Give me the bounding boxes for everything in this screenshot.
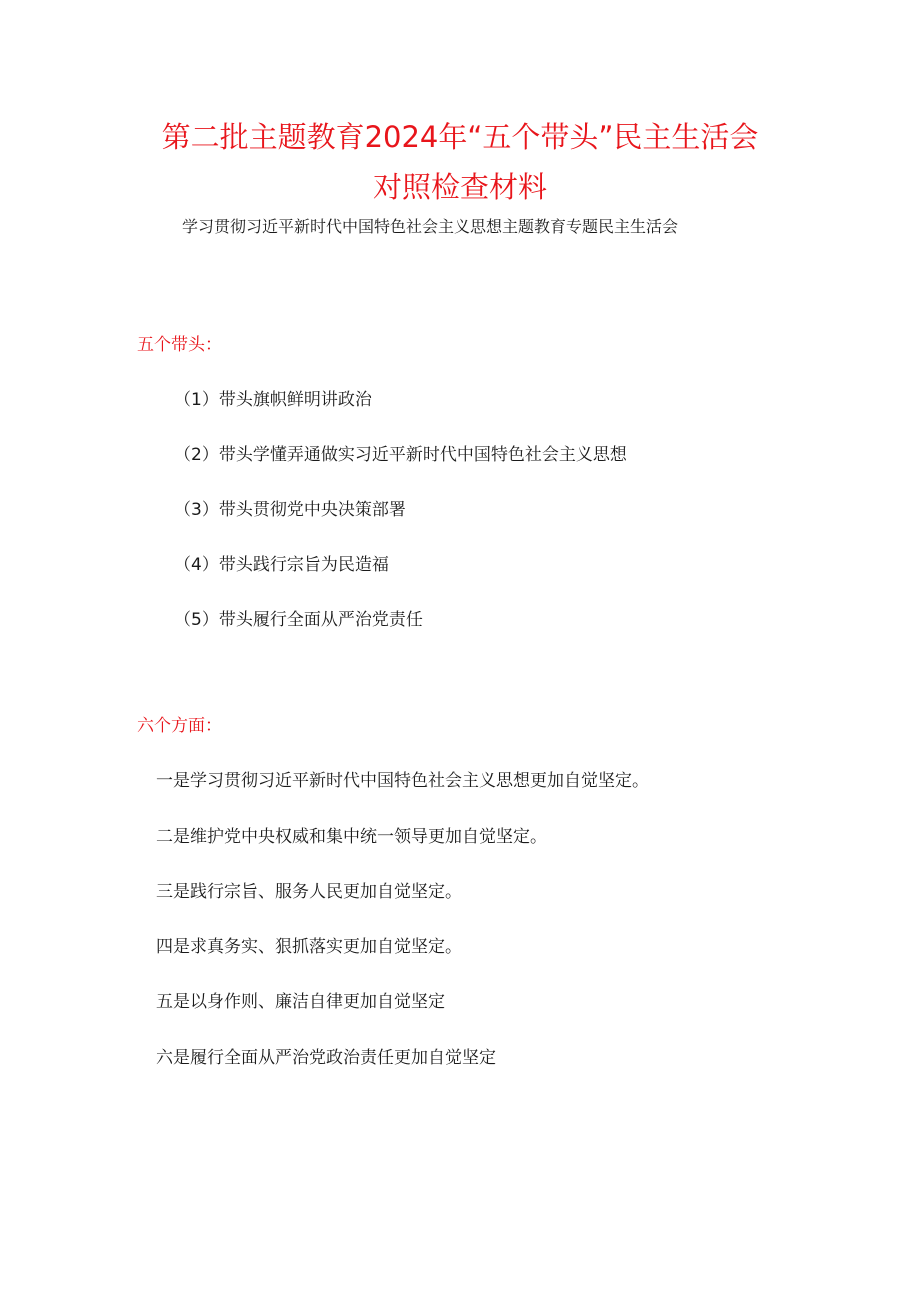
six-aspects-item: 六是履行全面从严治党政治责任更加自觉坚定: [156, 1048, 496, 1068]
five-leads-item: （1）带头旗帜鲜明讲政治: [174, 390, 372, 410]
six-aspects-item: 二是维护党中央权威和集中统一领导更加自觉坚定。: [156, 827, 547, 847]
five-leads-item: （5）带头履行全面从严治党责任: [174, 610, 423, 630]
five-leads-heading: 五个带头：: [137, 335, 222, 355]
document-title-line-1: 第二批主题教育2024年“五个带头”民主生活会: [161, 120, 759, 154]
six-aspects-item: 四是求真务实、狠抓落实更加自觉坚定。: [156, 937, 462, 957]
five-leads-item: （4）带头践行宗旨为民造福: [174, 555, 389, 575]
six-aspects-item: 一是学习贯彻习近平新时代中国特色社会主义思想更加自觉坚定。: [156, 771, 649, 791]
five-leads-item: （3）带头贯彻党中央决策部署: [174, 500, 406, 520]
six-aspects-heading: 六个方面：: [137, 716, 222, 736]
five-leads-item: （2）带头学懂弄通做实习近平新时代中国特色社会主义思想: [174, 445, 627, 465]
six-aspects-item: 三是践行宗旨、服务人民更加自觉坚定。: [156, 882, 462, 902]
six-aspects-item: 五是以身作则、廉洁自律更加自觉坚定: [156, 992, 445, 1012]
document-title-line-2: 对照检查材料: [372, 170, 547, 204]
document-subtitle: 学习贯彻习近平新时代中国特色社会主义思想主题教育专题民主生活会: [181, 217, 678, 236]
